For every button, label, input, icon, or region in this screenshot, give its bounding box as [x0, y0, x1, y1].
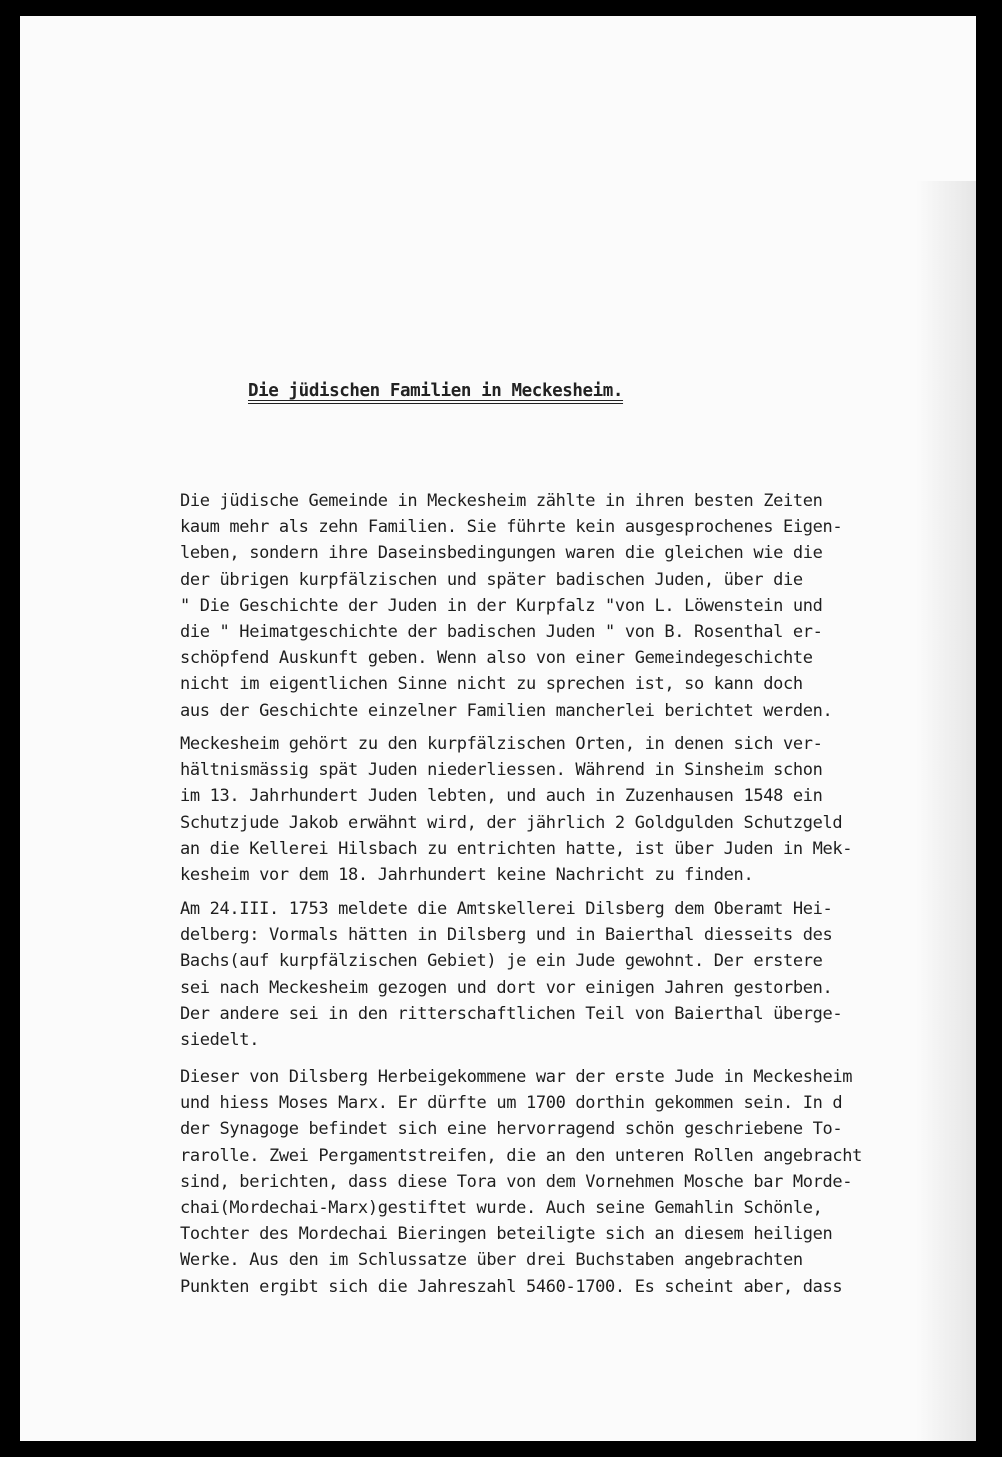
text-line: Schutzjude Jakob erwähnt wird, der jährlich 2 Goldgulden Schutzgeld [180, 812, 843, 833]
paragraph-1 [180, 488, 960, 724]
text-line: hältnismässig spät Juden niederliessen. Während in Sinsheim schon [180, 760, 823, 781]
text-line: Am 24.III. 1753 meldete die Amtskellerei Dilsberg dem Oberamt Hei- [180, 899, 833, 919]
paragraph-3 [180, 896, 960, 1053]
document-page [20, 16, 976, 1441]
text-line: Die jüdische Gemeinde in Meckesheim zählte in ihren besten Zeiten [180, 491, 823, 511]
text-line: sei nach Meckesheim gezogen und dort vor einigen Jahren gestorben. [180, 977, 833, 998]
text-line: aus der Geschichte einzelner Familien mancherlei berichtet werden. [180, 700, 833, 721]
text-line: kesheim vor dem 18. Jahrhundert keine Nachricht zu finden. [180, 865, 754, 886]
text-line: Bachs(auf kurpfälzischen Gebiet) je ein Jude gewohnt. Der erstere [180, 951, 823, 972]
paragraph-4 [180, 1064, 960, 1300]
paragraph-2 [180, 731, 960, 888]
text-line: nicht im eigentlichen Sinne nicht zu sprechen ist, so kann doch [180, 674, 803, 695]
text-line: im 13. Jahrhundert Juden lebten, und auch in Zuzenhausen 1548 ein [180, 786, 823, 807]
text-line: Der andere sei in den ritterschaftlichen Teil von Baierthal überge- [180, 1003, 843, 1024]
text-line: schöpfend Auskunft geben. Wenn also von einer Gemeindegeschichte [180, 648, 813, 669]
text-line: und hiess Moses Marx. Er dürfte um 1700 dorthin gekommen sein. In d [180, 1093, 843, 1114]
text-line: " Die Geschichte der Juden in der Kurpfalz "von L. Löwenstein und [180, 595, 823, 616]
text-line: der übrigen kurpfälzischen und später badischen Juden, über die [180, 569, 803, 590]
text-line: der Synagoge befindet sich eine hervorragend schön geschriebene To- [180, 1119, 843, 1140]
text-line: kaum mehr als zehn Familien. Sie führte kein ausgesprochenes Eigen- [180, 517, 843, 538]
text-line: chai(Mordechai-Marx)gestiftet wurde. Auch seine Gemahlin Schönle, [180, 1198, 823, 1219]
text-line: leben, sondern ihre Daseinsbedingungen waren die gleichen wie die [180, 543, 823, 564]
text-line: Tochter des Mordechai Bieringen beteiligte sich an diesem heiligen [180, 1224, 833, 1245]
text-line: Meckesheim gehört zu den kurpfälzischen Orten, in denen sich ver- [180, 734, 823, 754]
text-line: delberg: Vormals hätten in Dilsberg und in Baierthal diesseits des [180, 925, 833, 946]
text-line: Punkten ergibt sich die Jahreszahl 5460-1700. Es scheint aber, dass [180, 1276, 843, 1297]
text-line: Werke. Aus den im Schlussatze über drei Buchstaben angebrachten [180, 1250, 803, 1271]
text-line: die " Heimatgeschichte der badischen Juden " von B. Rosenthal er- [180, 622, 823, 643]
text-line: rarolle. Zwei Pergamentstreifen, die an den unteren Rollen angebracht [180, 1145, 863, 1166]
text-line: Dieser von Dilsberg Herbeigekommene war der erste Jude in Meckesheim [180, 1067, 853, 1087]
text-line: an die Kellerei Hilsbach zu entrichten hatte, ist über Juden in Mek- [180, 838, 853, 859]
page-title: Die jüdischen Familien in Meckesheim. [248, 381, 624, 401]
text-line: sind, berichten, dass diese Tora von dem Vornehmen Mosche bar Morde- [180, 1171, 853, 1192]
text-line: siedelt. [180, 1030, 260, 1051]
